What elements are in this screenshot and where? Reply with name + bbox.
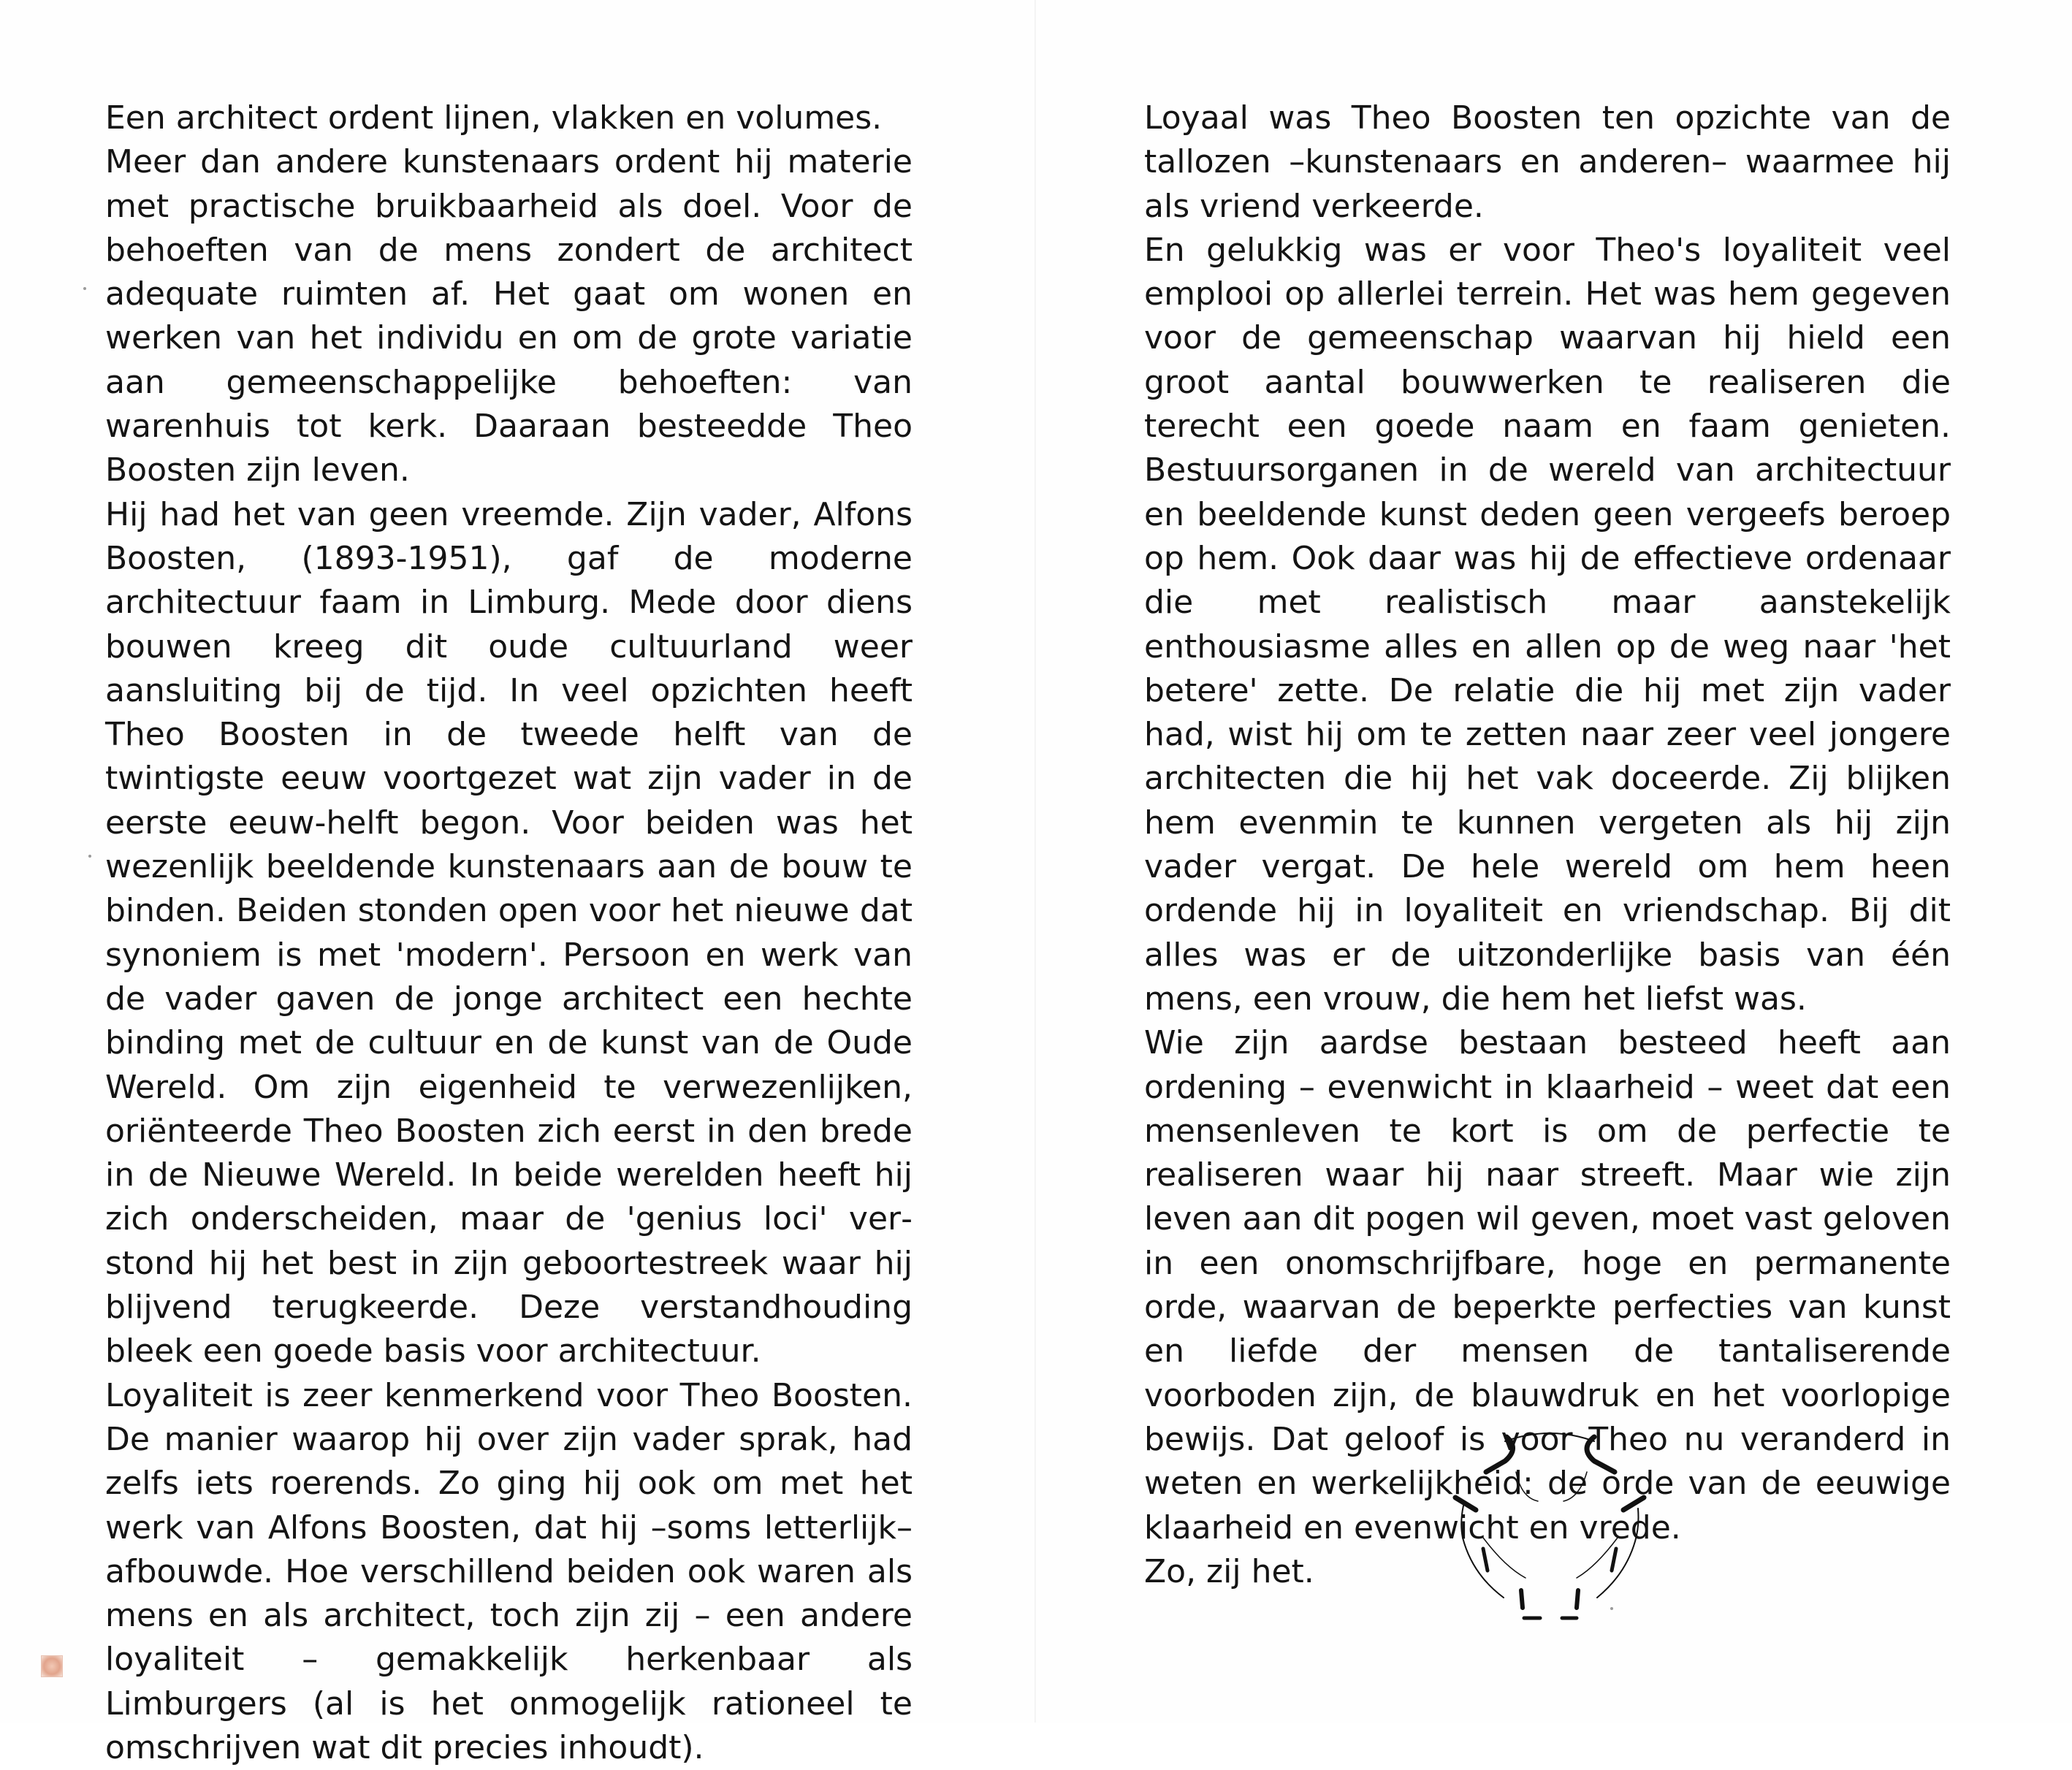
page-fold-divider [1035,0,1036,1723]
left-paragraph-4: Loyaliteit is zeer kenmerkend voor Theo Boosten. De manier waarop hij over zijn vader sprak, had zelfs iets roerends. Zo ging hij ook om met het werk van Alfons Boosten, dat hij –soms letterlijk– afbouwde. Hoe verschillend beiden ook waren als mens en als architect, toch zijn zij – een andere loyaliteit – gemakkelijk herkenbaar als Limburgers (al is het onmogelijk rationeel te omschrijven wat dit precies inhoudt). [105,1376,913,1766]
right-paragraph-3: Wie zijn aardse bestaan besteed heeft aan ordening – evenwicht in klaarheid – weet dat een mensenleven te kort is om de perfectie te realiseren waar hij naar streeft. Maar wie zijn leven aan dit pogen wil geven, moet vast geloven in een onomschrijfbare, hoge en permanente orde, waarvan de beperkte perfecties van kunst en liefde der mensen de tantaliserende voorboden zijn, de blauwdruk en het voorlopige bewijs. Dat geloof is voor Theo nu veranderd in weten en werkelijkheid: de orde van de eeuwige klaarheid en evenwicht en vrede. [1144,1024,1951,1546]
left-paragraph-2: Meer dan andere kunstenaars ordent hij materie met practische bruikbaarheid als doel. Voor de behoeften van de mens zondert de architect adequate ruimten af. Het gaat om wonen en werken van het individu en om de grote variatie aan gemeenschappelijke behoeften: van warenhuis tot kerk. Daaraan besteedde Theo Boosten zijn leven. [105,143,913,489]
emblem-icon [1454,1428,1648,1622]
left-paragraph-3: Hij had het van geen vreemde. Zijn vader, Alfons Boosten, (1893-1951), gaf de moderne architectuur faam in Limburg. Mede door diens bouwen kreeg dit oude cultuurland weer aansluiting bij de tijd. In veel opzichten heeft Theo Boosten in de tweede helft van de twintigste eeuw voortgezet wat zijn vader in de eerste eeuw-helft begon. Voor beiden was het wezenlijk beeldende kunstenaars aan de bouw te binden. Beiden stonden open voor het nieuwe dat synoniem is met 'modern'. Persoon en werk van de vader gaven de jonge architect een hechte binding met de cultuur en de kunst van de Oude Wereld. Om zijn eigenheid te verwezenlijken, oriënteerde Theo Boosten zich eerst in den brede in de Nieuwe Wereld. In beide werelden heeft hij zich onderscheiden, maar de 'genius loci' verstond hij het best in zijn geboortestreek waar hij blijvend terugkeerde. Deze verstandhouding bleek een goede basis voor architectuur. [105,495,913,1370]
right-page-text [1144,96,1951,1594]
right-paragraph-1: Loyaal was Theo Boosten ten opzichte van de tallozen –kunstenaars en anderen– waarmee hij als vriend verkeerde. [1144,99,1951,225]
left-paragraph-1: Een architect ordent lijnen, vlakken en volumes. [105,99,883,137]
right-paragraph-4: Zo, zij het. [1144,1552,1314,1590]
right-paragraph-2: En gelukkig was er voor Theo's loyaliteit veel emplooi op allerlei terrein. Het was hem gegeven voor de gemeenschap waarvan hij hield een groot aantal bouwwerken te realiseren die terecht een goede naam en faam genieten. Bestuursorganen in de wereld van architectuur en beeldende kunst deden geen vergeefs beroep op hem. Ook daar was hij de effectieve ordenaar die met realistisch maar aanstekelijk enthousiasme alles en allen op de weg naar 'het betere' zette. De relatie die hij met zijn vader had, wist hij om te zetten naar zeer veel jongere architecten die hij het vak doceerde. Zij blijken hem evenmin te kunnen vergeten als hij zijn vader vergat. De hele wereld om hem heen ordende hij in loyaliteit en vriendschap. Bij dit alles was er de uitzonderlijke basis van één mens, een vrouw, die hem het liefst was. [1144,231,1951,1018]
paper-speck [88,855,91,858]
paper-speck [83,287,86,290]
left-page-text [105,96,913,1770]
stamp-icon [41,1655,63,1677]
